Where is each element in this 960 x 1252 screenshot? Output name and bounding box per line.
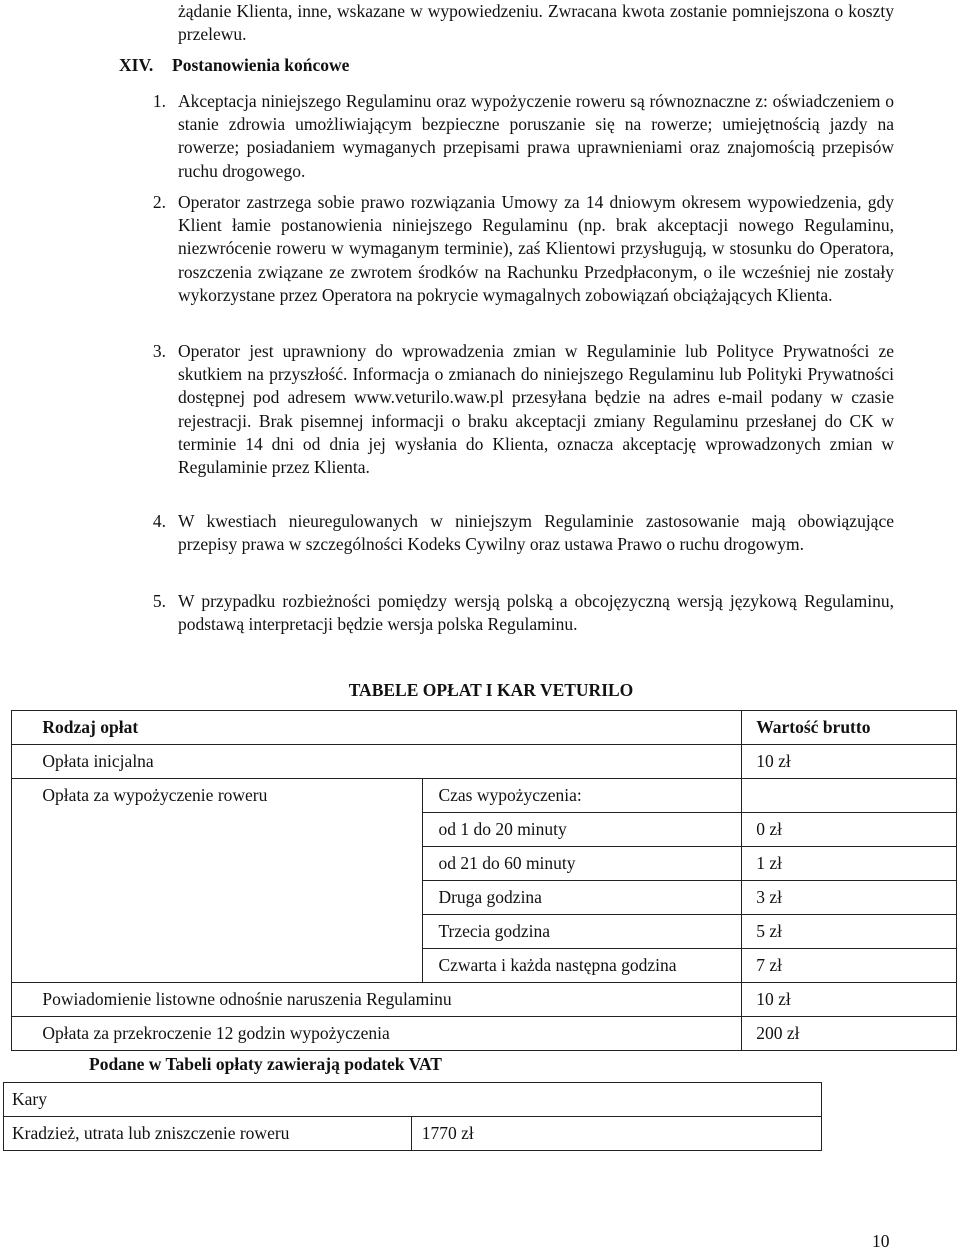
clause-number: 5.	[152, 591, 166, 611]
initial-value: 10 zł	[742, 745, 957, 779]
rental-time-label: Czas wypożyczenia:	[423, 779, 742, 813]
clause-text: W kwestiach nieuregulowanych w niniejszym Regulaminie zastosowanie mają obowiązujące przepisy prawa w szczególności Kodeks Cywilny oraz ustawa Prawo o ruchu drogowym.	[178, 511, 894, 555]
vat-note: Podane w Tabeli opłaty zawierają podatek VAT	[89, 1054, 442, 1074]
clause-text: Operator zastrzega sobie prawo rozwiązania Umowy za 14 dniowym okresem wypowiedzenia, gdy Klient łamie postanowienia niniejszego Regulaminu (np. brak akceptacji nowego Regulaminu, niezwrócenie roweru w wymaganym terminie), zaś Klientowi przysługują, w stosunku do Operatora, roszczenia związane ze zwrotem środków na Rachunku Przedpłaconym, o ile wcześniej nie zostały wykorzystane przez Operatora na pokrycie wymagalnych zobowiązań obciążających Klienta.	[178, 192, 894, 305]
clause-text: Operator jest uprawniony do wprowadzenia zmian w Regulaminie lub Polityce Prywatności ze skutkiem na przyszłość. Informacja o zmianach do niniejszego Regulaminu lub Polityki Prywatności dostępnej pod adresem www.veturilo.waw.pl przesyłana będzie na adres e-mail podany w czasie rejestracji. Brak pisemnej informacji o braku akceptacji zmiany Regulaminu przesłanej do CK w terminie 14 dni od dnia jej wysłania do Klienta, oznacza akceptację wprowadzonych zmian w Regulaminie przez Klienta.	[178, 341, 894, 478]
page-number: 10	[872, 1231, 890, 1251]
penalty-label: Kradzież, utrata lub zniszczenie roweru	[4, 1117, 412, 1151]
rental-row-value: 7 zł	[742, 949, 957, 983]
table-row	[12, 711, 957, 745]
table-row	[12, 1017, 957, 1051]
table-row	[4, 1083, 822, 1117]
rental-row-label: od 21 do 60 minuty	[423, 847, 742, 881]
fees-table	[11, 710, 957, 1051]
notice-label: Powiadomienie listowne odnośnie naruszenia Regulaminu	[42, 983, 741, 1017]
rental-row-label: Czwarta i każda następna godzina	[423, 949, 742, 983]
table-row	[12, 745, 957, 779]
rental-row-value: 0 zł	[742, 813, 957, 847]
overtime-value: 200 zł	[742, 1017, 957, 1051]
clause-text: W przypadku rozbieżności pomiędzy wersją polską a obcojęzyczną wersją językową Regulaminu, podstawą interpretacji będzie wersja polska Regulaminu.	[178, 591, 894, 635]
clause-text: Akceptacja niniejszego Regulaminu oraz wypożyczenie roweru są równoznaczne z: oświadczeniem o stanie zdrowia umożliwiającym bezpieczne poruszanie się na rowerze; umiejętnością jazdy na rowerze; posiadaniem wymaganych przepisami prawa uprawnieniami oraz znajomością przepisów ruchu drogowego.	[178, 91, 894, 181]
initial-label: Opłata inicjalna	[42, 745, 741, 779]
rental-row-value: 5 zł	[742, 915, 957, 949]
clause-number: 4.	[152, 511, 166, 531]
rental-row-label: Druga godzina	[423, 881, 742, 915]
table-row	[12, 779, 957, 813]
header-value: Wartość brutto	[742, 711, 957, 745]
clause-number: 3.	[152, 341, 166, 361]
intro-continuation: żądanie Klienta, inne, wskazane w wypowiedzeniu. Zwracana kwota zostanie pomniejszona o koszty przelewu.	[178, 1, 894, 45]
rental-row-value: 3 zł	[742, 881, 957, 915]
rental-row-label: Trzecia godzina	[423, 915, 742, 949]
rental-row-label: od 1 do 20 minuty	[423, 813, 742, 847]
section-heading	[119, 55, 350, 76]
penalty-value: 1770 zł	[411, 1117, 821, 1151]
penalties-table	[3, 1082, 822, 1151]
notice-value: 10 zł	[742, 983, 957, 1017]
clause-number: 1.	[152, 91, 166, 111]
fees-table-title: TABELE OPŁAT I KAR VETURILO	[348, 680, 634, 700]
table-row	[12, 983, 957, 1017]
penalties-title: Kary	[4, 1083, 822, 1117]
table-row	[4, 1117, 822, 1151]
rental-row-value: 1 zł	[742, 847, 957, 881]
rental-label: Opłata za wypożyczenie roweru	[42, 779, 423, 983]
header-type: Rodzaj opłat	[42, 711, 741, 745]
section-title: Postanowienia końcowe	[172, 55, 350, 75]
clause-number: 2.	[152, 192, 166, 212]
overtime-label: Opłata za przekroczenie 12 godzin wypożyczenia	[42, 1017, 741, 1051]
section-number: XIV.	[119, 55, 154, 75]
